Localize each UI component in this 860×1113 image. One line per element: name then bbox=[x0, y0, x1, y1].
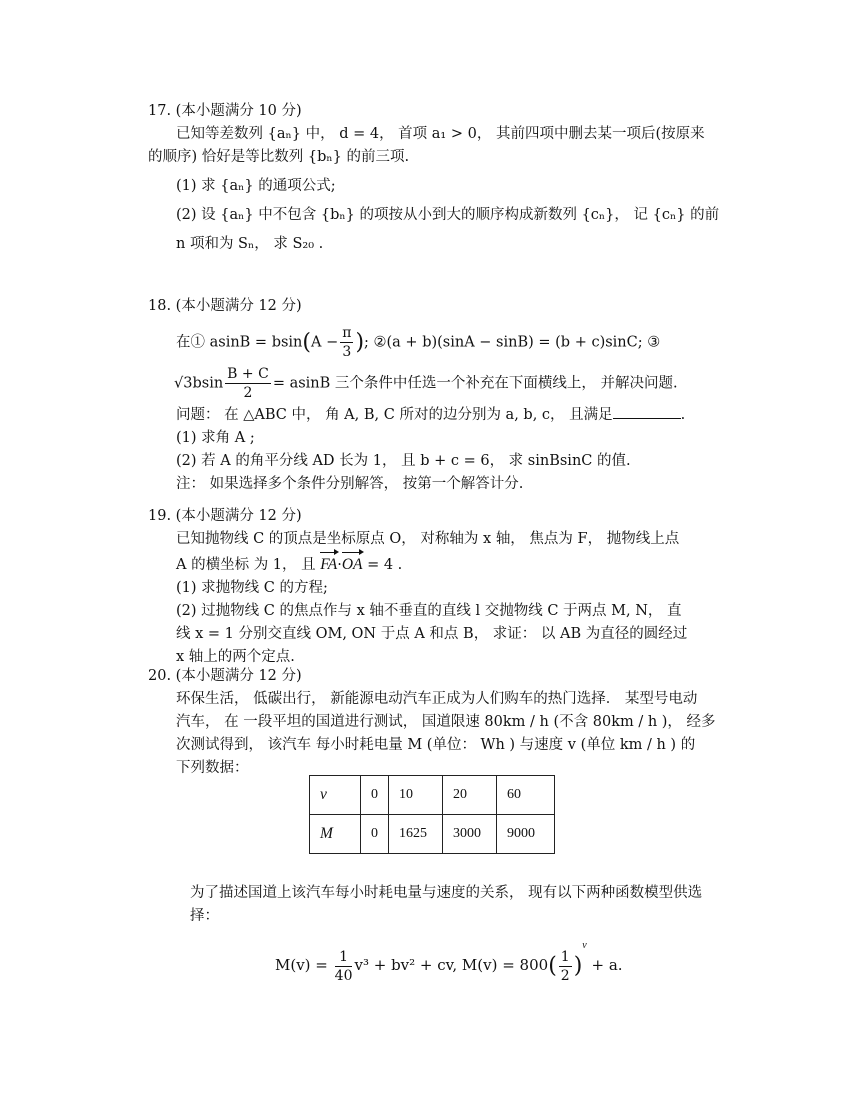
question-17 bbox=[148, 100, 738, 256]
q19-line-1: 已知抛物线 C 的顶点是坐标原点 O， 对称轴为 x 轴， 焦点为 F， 抛物线上点 bbox=[176, 531, 680, 547]
q19-line-5: 线 x = 1 分别交直线 OM, ON 于点 A 和点 B， 求证： 以 AB 为直径的圆经过 bbox=[176, 626, 688, 642]
table-cell: 1625 bbox=[389, 815, 443, 854]
formula-part-3: + a. bbox=[591, 956, 623, 974]
q18-note: 注： 如果选择多个条件分别解答， 按第一个解答计分. bbox=[176, 476, 524, 492]
q17-part-1: (1) 求 {aₙ} 的通项公式; bbox=[176, 178, 336, 194]
formula-part-2: v³ + bv² + cv, M(v) = 800 bbox=[354, 956, 549, 974]
q18-problem-end: . bbox=[680, 407, 686, 423]
q20-line-2: 汽车， 在 一段平坦的国道进行测试， 国道限速 80km / h (不含 80km / h )， 经多 bbox=[176, 714, 716, 730]
frac-denominator: 2 bbox=[560, 967, 570, 984]
question-19 bbox=[148, 505, 738, 669]
q17-line-1: 已知等差数列 {aₙ} 中， d = 4， 首项 a₁ > 0， 其前四项中删去某一项后(按原来 bbox=[176, 126, 705, 142]
q19-part-2: (2) 过抛物线 C 的焦点作与 x 轴不垂直的直线 l 交抛物线 C 于两点 M, N， 直 bbox=[176, 603, 682, 619]
q18-problem-text: 问题： 在 △ABC 中， 角 A, B, C 所对的边分别为 a, b, c， 且满足 bbox=[176, 407, 613, 423]
question-20-heading: 20. (本小题满分 12 分) bbox=[148, 668, 302, 684]
q20-line-6: 择： bbox=[190, 908, 219, 924]
q18-cond2-text: ; ②(a + b)(sinA − sinB) = (b + c)sinC; ③ bbox=[364, 334, 661, 351]
frac-numerator: 1 bbox=[560, 948, 570, 965]
question-17-heading: 17. (本小题满分 10 分) bbox=[148, 103, 302, 119]
q19-line-6: x 轴上的两个定点. bbox=[176, 649, 295, 665]
frac-denominator: 40 bbox=[334, 967, 353, 984]
table-row bbox=[310, 776, 555, 815]
dot-product-symbol: · bbox=[337, 557, 342, 573]
q18-cond3-rest: = asinB 三个条件中任选一个补充在下面横线上， 并解决问题. bbox=[272, 375, 678, 392]
q18-b-plus-c-over-2 bbox=[225, 365, 271, 402]
question-18-heading: 18. (本小题满分 12 分) bbox=[148, 298, 302, 314]
q20-models-intro bbox=[190, 882, 750, 928]
q20-line-5: 为了描述国道上该汽车每小时耗电量与速度的关系， 现有以下两种函数模型供选 bbox=[190, 885, 703, 901]
table-row bbox=[310, 815, 555, 854]
q18-cond1-text: 在① asinB = bsin bbox=[176, 334, 303, 351]
speed-consumption-table bbox=[309, 775, 555, 854]
frac-numerator: B + C bbox=[227, 366, 269, 382]
q18-conditions-line-2 bbox=[174, 365, 738, 402]
table-cell: M bbox=[310, 815, 361, 854]
frac-denominator: 3 bbox=[342, 344, 352, 360]
question-20 bbox=[148, 665, 738, 780]
q18-cond1-arg: A − bbox=[311, 334, 339, 351]
fraction-1-over-40 bbox=[335, 948, 353, 985]
q18-pi-over-3 bbox=[340, 324, 353, 361]
exponent-v: v bbox=[582, 940, 587, 951]
formula-part-1: M(v) = bbox=[275, 956, 328, 974]
q20-line-1: 环保生活， 低碳出行， 新能源电动汽车正成为人们购车的热门选择． 某型号电动 bbox=[176, 691, 698, 707]
q18-cond3-text: √3bsin bbox=[174, 375, 224, 392]
q18-part-1: (1) 求角 A ; bbox=[176, 430, 255, 446]
question-19-heading: 19. (本小题满分 12 分) bbox=[148, 508, 302, 524]
table-cell: 0 bbox=[361, 776, 389, 815]
q19-line-2 bbox=[176, 553, 738, 577]
function-models-formula: M(v) = $\frac{1}{40}$ v³ + bv² + cv, M(v) = 800( $\frac{1}{2}$ )$^v$ + a. bbox=[275, 940, 623, 984]
q20-line-3: 次测试得到， 该汽车 每小时耗电量 M (单位： Wh ) 与速度 v (单位 km / h ) 的 bbox=[176, 737, 696, 753]
vector-OA: OA bbox=[342, 553, 363, 576]
table-cell: 3000 bbox=[443, 815, 497, 854]
question-18 bbox=[148, 295, 738, 496]
fraction-1-over-2 bbox=[559, 948, 572, 985]
frac-denominator: 2 bbox=[243, 385, 253, 401]
q18-conditions-line-1: 在① asinB = bsin(A − $\frac{\pi}{3}$ ); ②(a + b)(sinA − sinB) = (b + c)sinC; ③ bbox=[176, 325, 661, 360]
table-cell: 0 bbox=[361, 815, 389, 854]
frac-numerator: π bbox=[342, 325, 352, 341]
q19-line-2-text: A 的横坐标 为 1， 且 bbox=[176, 557, 316, 573]
q19-part-1: (1) 求抛物线 C 的方程; bbox=[176, 580, 328, 596]
answer-blank bbox=[613, 404, 681, 419]
q19-line-2-end: = 4 . bbox=[367, 557, 403, 573]
table-cell: 9000 bbox=[497, 815, 555, 854]
q18-part-2: (2) 若 A 的角平分线 AD 长为 1， 且 b + c = 6， 求 sinBsinC 的值. bbox=[176, 453, 631, 469]
q17-line-2: 的顺序) 恰好是等比数列 {bₙ} 的前三项. bbox=[148, 149, 410, 165]
vector-FA: FA bbox=[320, 553, 337, 576]
q17-part-2: (2) 设 {aₙ} 中不包含 {bₙ} 的项按从小到大的顺序构成新数列 {cₙ}， 记 {cₙ} 的前 bbox=[176, 207, 720, 223]
table-cell: 20 bbox=[443, 776, 497, 815]
table-cell: 60 bbox=[497, 776, 555, 815]
q17-line-5: n 项和为 Sₙ， 求 S₂₀ . bbox=[176, 236, 324, 252]
table-cell: v bbox=[310, 776, 361, 815]
frac-numerator: 1 bbox=[335, 948, 353, 967]
table-cell: 10 bbox=[389, 776, 443, 815]
q20-line-4: 下列数据： bbox=[176, 760, 249, 776]
q18-problem-line bbox=[176, 404, 738, 427]
